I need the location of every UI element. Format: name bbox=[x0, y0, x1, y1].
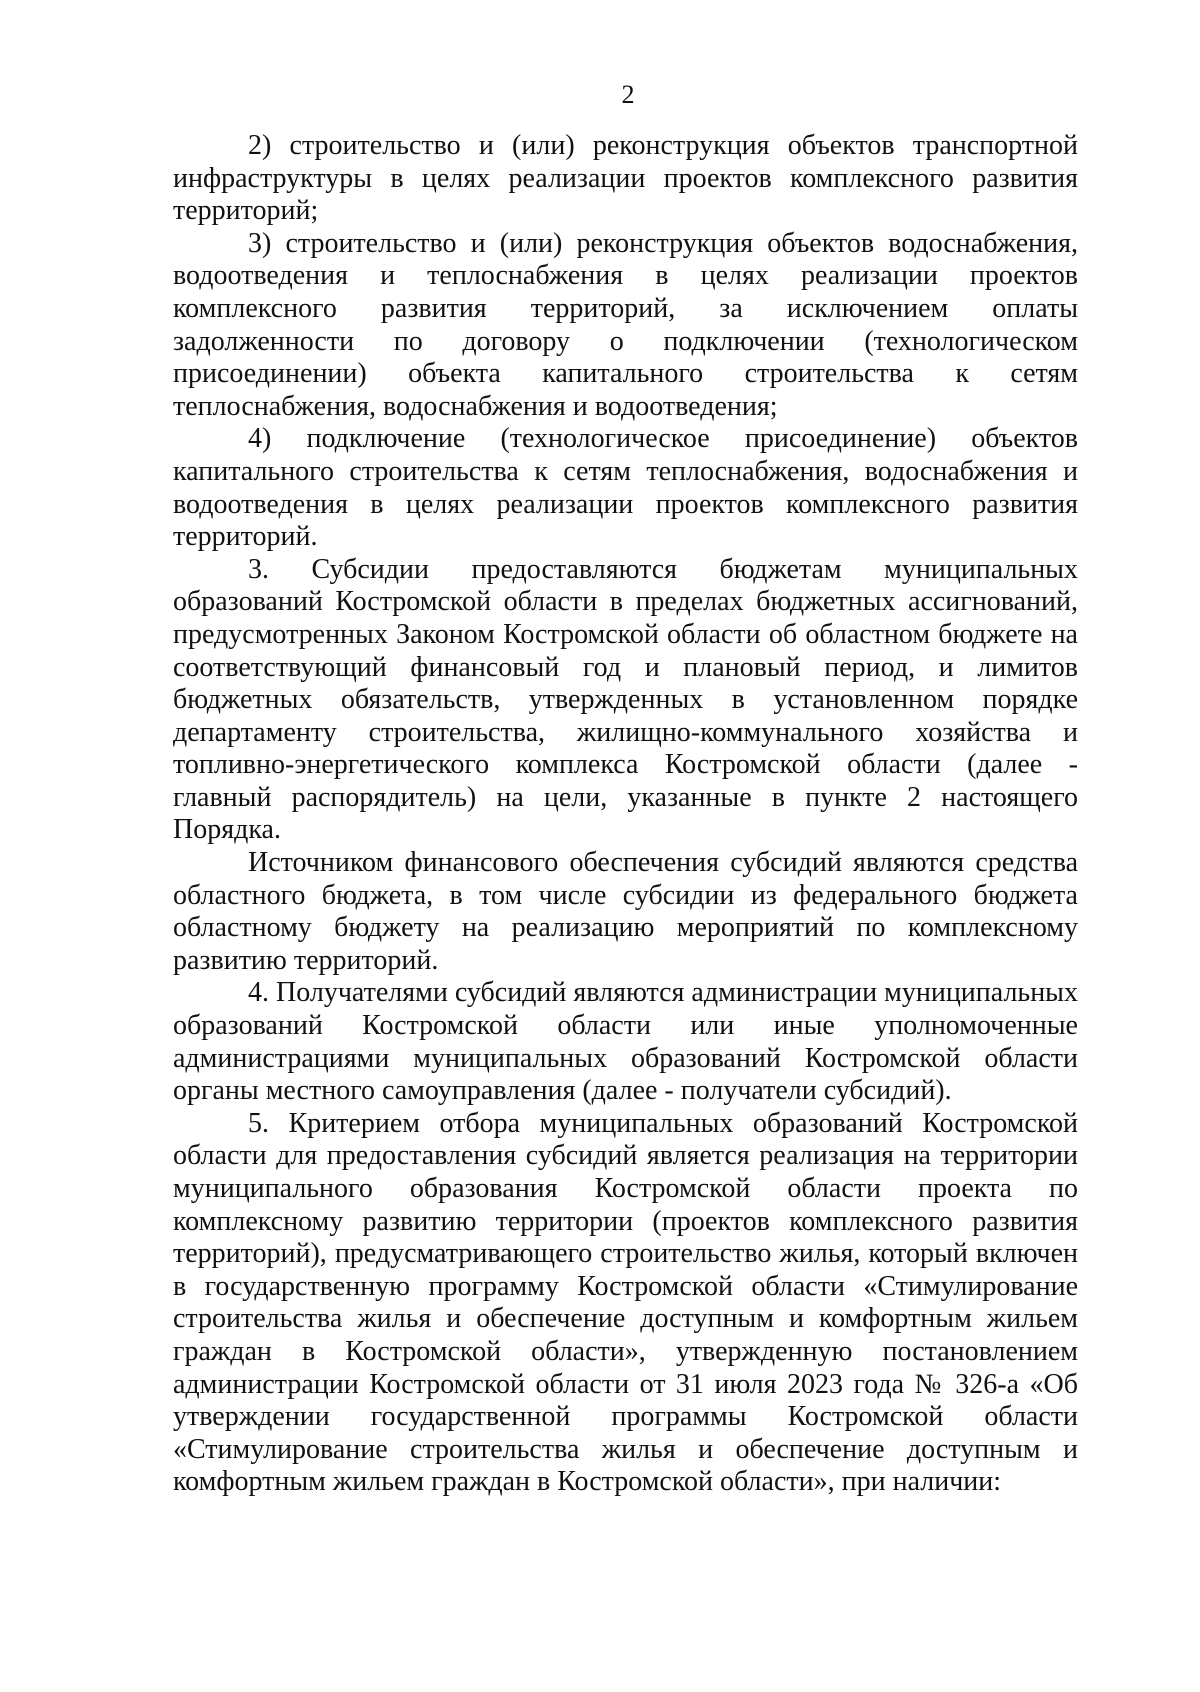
paragraph-item-3-water-supply: 3) строительство и (или) реконструкция объектов водоснабжения, водоотведения и теплоснабжения в целях реализации проектов комплексного развития территорий, за исключением оплаты задолженности по договору о подключении (технологическом присоединении) объекта капитального строительства к сетям теплоснабжения, водоснабжения и водоотведения; bbox=[173, 227, 1078, 422]
paragraph-item-4-connection: 4) подключение (технологическое присоединение) объектов капитального строительства к сетям теплоснабжения, водоснабжения и водоотведения в целях реализации проектов комплексного развития территорий. bbox=[173, 423, 1078, 553]
paragraph-clause-3-subsidies: 3. Субсидии предоставляются бюджетам муниципальных образований Костромской области в пределах бюджетных ассигнований, предусмотренных Законом Костромской области об областном бюджете на соответствующий финансовый год и плановый период, и лимитов бюджетных обязательств, утвержденных в установленном порядке департаменту строительства, жилищно-коммунального хозяйства и топливно-энергетического комплекса Костромской области (далее - главный распорядитель) на цели, указанные в пункте 2 настоящего Порядка. bbox=[173, 553, 1078, 846]
paragraph-funding-source: Источником финансового обеспечения субсидий являются средства областного бюджета, в том числе субсидии из федерального бюджета областному бюджету на реализацию мероприятий по комплексному развитию территорий. bbox=[173, 847, 1078, 976]
page-number: 2 bbox=[621, 80, 635, 109]
paragraph-clause-4-recipients: 4. Получателями субсидий являются администрации муниципальных образований Костромской области или иные уполномоченные администрациями муниципальных образований Костромской области органы местного самоуправления (далее - получатели субсидий). bbox=[173, 977, 1078, 1107]
paragraph-item-2-transport: 2) строительство и (или) реконструкция объектов транспортной инфраструктуры в целях реализации проектов комплексного развития территорий; bbox=[173, 130, 1078, 227]
paragraph-clause-5-criterion: 5. Критерием отбора муниципальных образований Костромской области для предоставления субсидий является реализация на территории муниципального образования Костромской области проекта по комплексному развитию территории (проектов комплексного развития территорий), предусматривающего строительство жилья, который включен в государственную программу Костромской области «Стимулирование строительства жилья и обеспечение доступным и комфортным жильем граждан в Костромской области», утвержденную постановлением администрации Костромской области от 31 июля 2023 года № 326-а «Об утверждении государственной программы Костромской области «Стимулирование строительства жилья и обеспечение доступным и комфортным жильем граждан в Костромской области», при наличии: bbox=[173, 1107, 1078, 1498]
document-body bbox=[173, 130, 1078, 1499]
